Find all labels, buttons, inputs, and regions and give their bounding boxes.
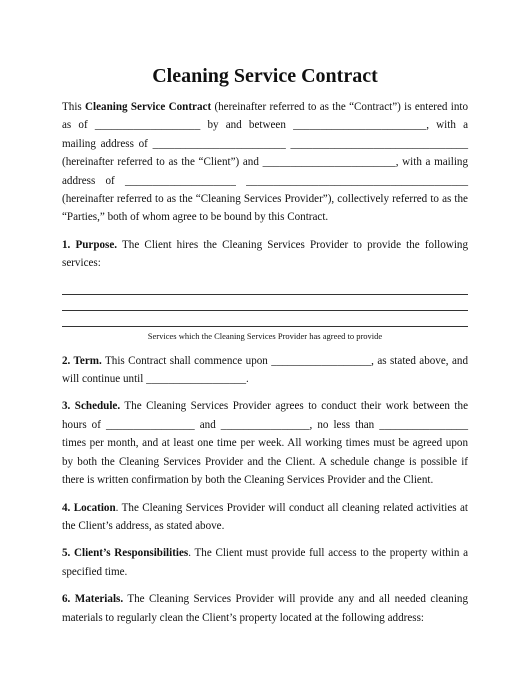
term-text-1: This Contract shall commence upon: [105, 354, 268, 367]
purpose-heading: 1. Purpose.: [62, 238, 118, 251]
services-line-1[interactable]: [62, 279, 468, 295]
provider-name-blank[interactable]: ________________________: [262, 156, 396, 169]
responsibilities-paragraph: [62, 544, 468, 581]
services-lines: [62, 279, 468, 327]
intro-text-2: by and between: [207, 119, 286, 132]
term-text-2: , as stated above, and will continue until: [62, 354, 468, 386]
intro-text-5: , with a mailing address of: [62, 156, 468, 187]
services-line-3[interactable]: [62, 311, 468, 327]
provider-address-blank[interactable]: ____________________: [124, 174, 236, 187]
term-heading: 2. Term.: [62, 354, 102, 367]
client-address-blank-2[interactable]: ________________________________: [290, 137, 469, 150]
client-name-blank[interactable]: ________________________: [293, 119, 427, 132]
schedule-paragraph: [62, 397, 468, 489]
intro-text-3: , with a mailing address of: [62, 119, 468, 150]
schedule-text-2: and: [199, 418, 216, 431]
materials-text: The Cleaning Services Provider will provide any and all needed cleaning materials to regularly clean the Client’s property located at the following address:: [62, 593, 468, 624]
contract-name: Cleaning Service Contract: [85, 101, 212, 113]
page-title: Cleaning Service Contract: [152, 65, 378, 87]
location-paragraph: [62, 499, 468, 536]
intro-text-1: (hereinafter referred to as the “Contract”) is entered into as of: [62, 101, 469, 132]
term-start-blank[interactable]: __________________: [271, 354, 372, 367]
services-line-2[interactable]: [62, 295, 468, 311]
term-end-blank[interactable]: __________________: [146, 373, 246, 386]
purpose-text: The Client hires the Cleaning Services Provider to provide the following services:: [62, 238, 468, 270]
schedule-text-1: The Cleaning Services Provider agrees to conduct their work between the hours of: [62, 400, 468, 431]
intro-text-6: (hereinafter referred to as the “Cleaning Services Provider”), collectively referred to as the “Parties,” both of whom agree to be bound by this Contract.: [62, 193, 468, 224]
intro-paragraph: [62, 98, 468, 227]
intro-text-4: (hereinafter referred to as the “Client”) and: [62, 156, 259, 169]
services-caption: Services which the Cleaning Services Provider has agreed to provide: [147, 330, 383, 341]
location-text: . The Cleaning Services Provider will conduct all cleaning related activities at the Client’s address, as stated above.: [62, 501, 468, 532]
intro-pre: This: [62, 101, 82, 113]
hours-from-blank[interactable]: ________________: [105, 418, 195, 431]
schedule-text-3: , no less than: [309, 418, 375, 431]
client-address-blank[interactable]: ________________________: [152, 137, 286, 150]
term-text-3: .: [245, 373, 249, 386]
responsibilities-text: . The Client must provide full access to the property within a specified time.: [62, 547, 469, 578]
hours-to-blank[interactable]: ________________: [220, 418, 310, 431]
date-blank[interactable]: ___________________: [94, 119, 201, 132]
materials-heading: 6. Materials.: [62, 593, 124, 606]
term-paragraph: [62, 352, 468, 389]
provider-address-blank-2[interactable]: ________________________________________: [246, 174, 468, 187]
location-heading: 4. Location: [62, 501, 116, 514]
purpose-paragraph: [62, 236, 468, 273]
materials-paragraph: [62, 590, 468, 627]
schedule-heading: 3. Schedule.: [62, 400, 121, 413]
responsibilities-heading: 5. Client’s Responsibilities: [62, 547, 189, 560]
schedule-text-4: times per month, and at least one time per week. All working times must be agreed upon by both the Cleaning Services Provider and the Client. A schedule change is possible if there is written confirmation by both the Cleaning Services Provider and the Client.: [62, 437, 468, 487]
times-per-month-blank[interactable]: ________________: [379, 418, 469, 431]
